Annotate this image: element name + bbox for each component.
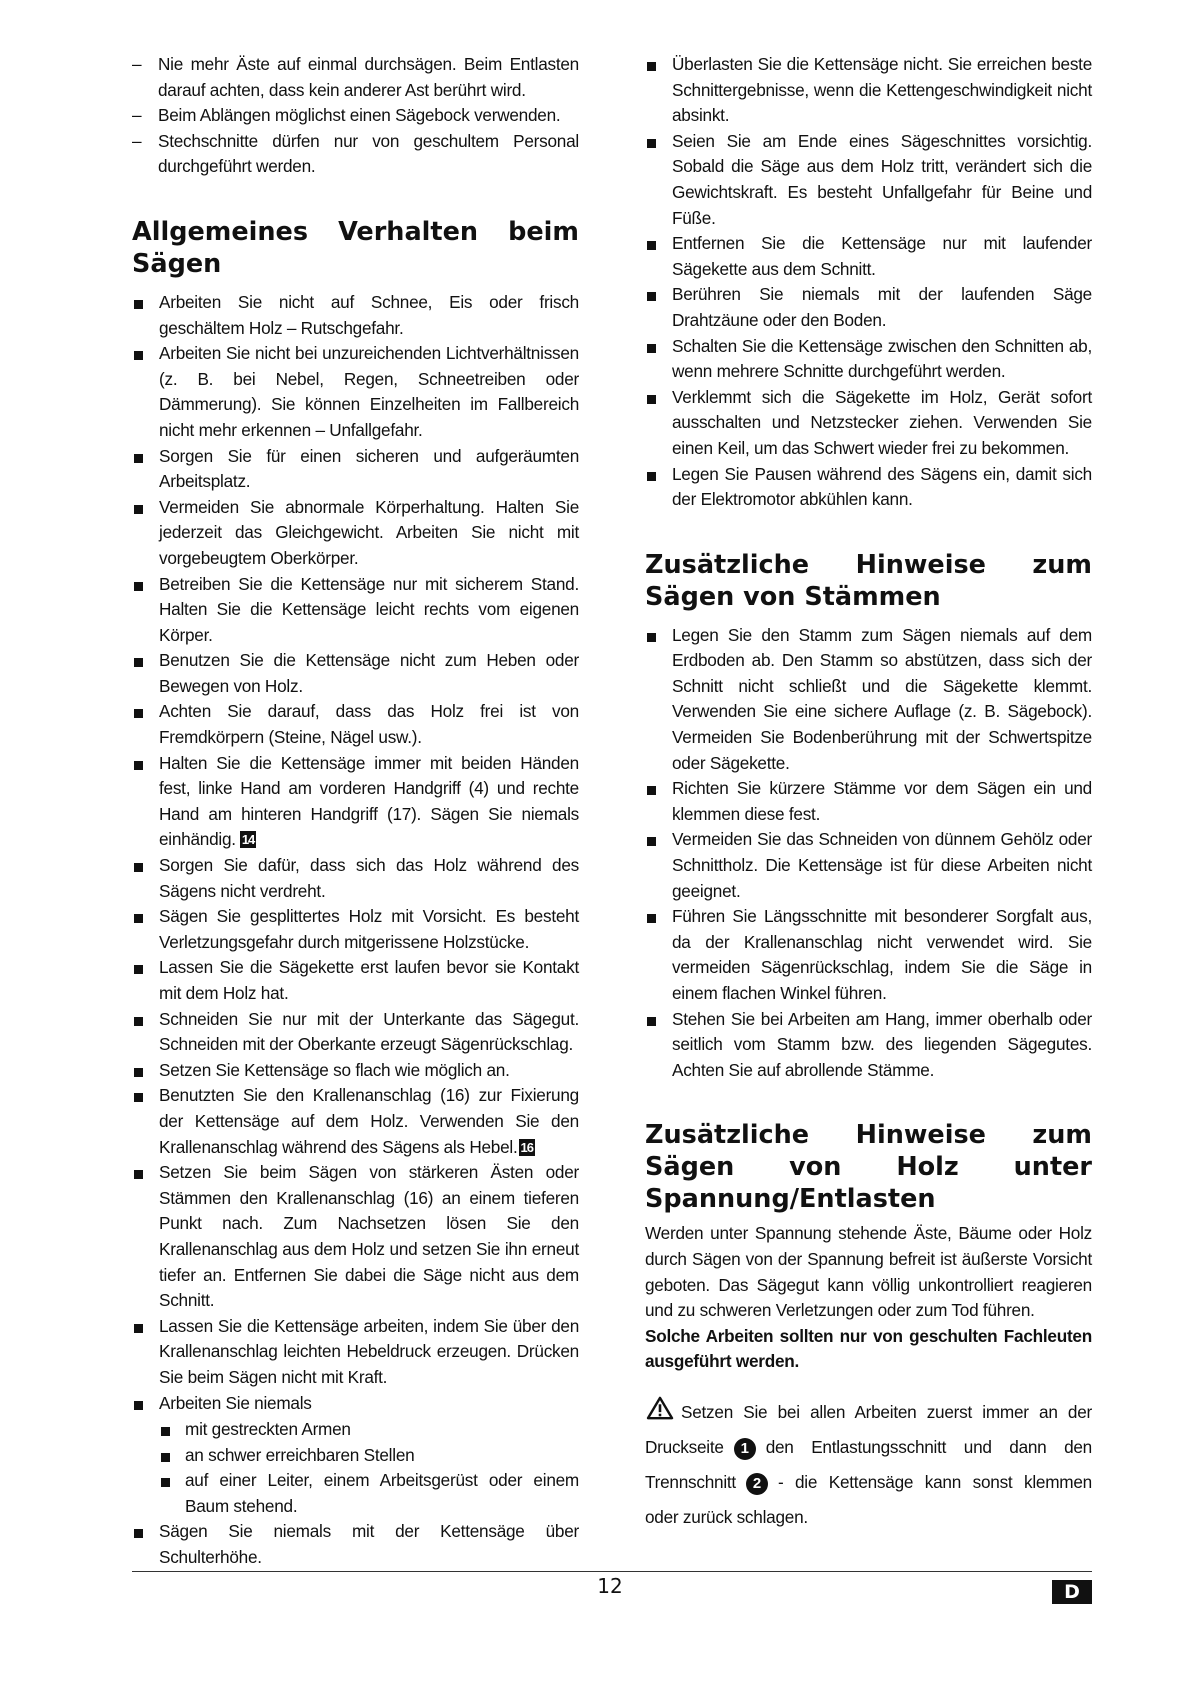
intro-dash-list — [132, 52, 579, 180]
list-item: Überlasten Sie die Kettensäge nicht. Sie erreichen beste Schnittergebnisse, wenn die Kettengeschwindigkeit nicht absinkt. — [645, 52, 1092, 129]
list-item: Richten Sie kürzere Stämme vor dem Sägen ein und klemmen diese fest. — [645, 776, 1092, 827]
figure-reference-badge: 16 — [520, 1139, 533, 1155]
list-item: – Stechschnitte dürfen nur von geschultem Personal durchgeführt werden. — [132, 129, 579, 180]
list-item: Vermeiden Sie das Schneiden von dünnem Gehölz oder Schnittholz. Die Kettensäge ist für diese Arbeiten nicht geeignet. — [645, 827, 1092, 904]
list-item: – Nie mehr Äste auf einmal durchsägen. Beim Entlasten darauf achten, dass kein anderer Ast berührt wird. — [132, 52, 579, 103]
paragraph: Werden unter Spannung stehende Äste, Bäume oder Holz durch Sägen von der Spannung befreit ist äußerste Vorsicht geboten. Das Sägegut kann völlig unkontrolliert reagieren und zu schweren Verletzungen oder zum Tod führen. — [645, 1223, 1092, 1321]
warning-triangle-icon — [645, 1396, 675, 1420]
list-item — [132, 1083, 579, 1160]
list-item: Stehen Sie bei Arbeiten am Hang, immer oberhalb oder seitlich vom Stamm bzw. des liegenden Sägegutes. Achten Sie auf abrollende Stämme. — [645, 1007, 1092, 1084]
step-number-1-badge: 1 — [734, 1438, 756, 1460]
right-column — [645, 52, 1092, 1535]
list-item: Lassen Sie die Sägekette erst laufen bevor sie Kontakt mit dem Holz hat. — [132, 955, 579, 1006]
list-item-text: Halten Sie die Kettensäge immer mit beiden Händen fest, linke Hand am vorderen Handgriff (4) und rechte Hand am hinteren Handgriff (17). Sägen Sie niemals einhändig. — [159, 752, 579, 850]
sub-list-item: auf einer Leiter, einem Arbeitsgerüst oder einem Baum stehend. — [159, 1468, 579, 1519]
list-item: Legen Sie Pausen während des Sägens ein, damit sich der Elektromotor abkühlen kann. — [645, 462, 1092, 513]
bold-paragraph: Solche Arbeiten sollten nur von geschulten Fachleuten ausgeführt werden. — [645, 1325, 1092, 1372]
warning-text-1: Setzen Sie bei allen Arbeiten zuerst immer an der Druckseite — [645, 1401, 1092, 1457]
list-item: – Beim Ablängen möglichst einen Sägebock verwenden. — [132, 103, 579, 129]
list-item: Sorgen Sie dafür, dass sich das Holz während des Sägens nicht verdreht. — [132, 853, 579, 904]
list-item-text: Benutzten Sie den Krallenanschlag (16) zur Fixierung der Kettensäge auf dem Holz. Verwenden Sie den Krallenanschlag während des Sägens als Hebel. — [159, 1085, 579, 1157]
list-item — [132, 751, 579, 853]
list-item: Setzen Sie beim Sägen von stärkeren Ästen oder Stämmen den Krallenanschlag (16) an einem tieferen Punkt nach. Zum Nachsetzen lösen Sie den Krallenanschlag aus dem Holz und setzen Sie ihn erneut tiefer an. Entfernen Sie dabei die Säge nicht aus dem Schnitt. — [132, 1160, 579, 1314]
footer-divider — [132, 1571, 1092, 1572]
sub-dash-list — [159, 1417, 579, 1519]
sub-list-item: an schwer erreichbaren Stellen — [159, 1443, 579, 1469]
warning-note — [645, 1395, 1092, 1535]
list-item: Sägen Sie niemals mit der Kettensäge über Schulterhöhe. — [132, 1519, 579, 1570]
list-item: Benutzen Sie die Kettensäge nicht zum Heben oder Bewegen von Holz. — [132, 648, 579, 699]
bullet-list — [132, 290, 579, 1571]
list-item: Betreiben Sie die Kettensäge nur mit sicherem Stand. Halten Sie die Kettensäge leicht rechts vom eigenen Körper. — [132, 572, 579, 649]
list-item: Sägen Sie gesplittertes Holz mit Vorsicht. Es besteht Verletzungsgefahr durch mitgerissene Holzstücke. — [132, 904, 579, 955]
language-badge: D — [1052, 1580, 1092, 1604]
list-item: Setzen Sie Kettensäge so flach wie möglich an. — [132, 1058, 579, 1084]
list-item: Schalten Sie die Kettensäge zwischen den Schnitten ab, wenn mehrere Schnitte durchgeführt werden. — [645, 334, 1092, 385]
list-item: Achten Sie darauf, dass das Holz frei ist von Fremdkörpern (Steine, Nägel usw.). — [132, 699, 579, 750]
section-heading-staemme: Zusätzliche Hinweise zum Sägen von Stämmen — [645, 549, 1092, 612]
list-item: Arbeiten Sie nicht bei unzureichenden Lichtverhältnissen (z. B. bei Nebel, Regen, Schneetreiben oder Dämmerung). Sie können Einzelheiten im Fallbereich nicht mehr erkennen – Unfallgefahr. — [132, 341, 579, 443]
warning-text-3: - die Kettensäge kann sonst klemmen oder zurück schlagen. — [645, 1471, 1092, 1527]
section-heading-allgemeines: Allgemeines Verhalten beim Sägen — [132, 216, 579, 279]
list-item-text: Arbeiten Sie niemals — [159, 1392, 312, 1413]
figure-reference-badge: 14 — [241, 832, 255, 848]
list-item: Verklemmt sich die Sägekette im Holz, Gerät sofort ausschalten und Netzstecker ziehen. Verwenden Sie einen Keil, um das Schwert wieder frei zu bekommen. — [645, 385, 1092, 462]
bullet-list — [645, 52, 1092, 513]
list-item: Schneiden Sie nur mit der Unterkante das Sägegut. Schneiden mit der Oberkante erzeugt Sägenrückschlag. — [132, 1007, 579, 1058]
sub-list-item: mit gestreckten Armen — [159, 1417, 579, 1443]
list-item: Sorgen Sie für einen sicheren und aufgeräumten Arbeitsplatz. — [132, 444, 579, 495]
list-item: Führen Sie Längsschnitte mit besonderer Sorgfalt aus, da der Krallenanschlag nicht verwendet wird. Sie vermeiden Sägenrückschlag, indem Sie die Säge in einem flachen Winkel führen. — [645, 904, 1092, 1006]
list-item: Arbeiten Sie nicht auf Schnee, Eis oder frisch geschältem Holz – Rutschgefahr. — [132, 290, 579, 341]
list-item — [132, 1391, 579, 1520]
list-item: Legen Sie den Stamm zum Sägen niemals auf dem Erdboden ab. Den Stamm so abstützen, dass sich der Schnitt nicht schließt und die Sägekette klemmt. Verwenden Sie eine sichere Auflage (z. B. Sägebock). Vermeiden Sie Bodenberührung mit der Schwertspitze oder Sägekette. — [645, 623, 1092, 777]
list-item: Berühren Sie niemals mit der laufenden Säge Drahtzäune oder den Boden. — [645, 282, 1092, 333]
page-number: 12 — [597, 1574, 623, 1598]
left-column — [132, 52, 579, 1571]
list-item: Seien Sie am Ende eines Sägeschnittes vorsichtig. Sobald die Säge aus dem Holz tritt, verändert sich die Gewichtskraft. Es besteht Unfallgefahr für Beine und Füße. — [645, 129, 1092, 231]
list-item: Lassen Sie die Kettensäge arbeiten, indem Sie über den Krallenanschlag leichten Hebeldruck erzeugen. Drücken Sie beim Sägen nicht mit Kraft. — [132, 1314, 579, 1391]
step-number-2-badge: 2 — [746, 1473, 768, 1495]
bullet-list — [645, 623, 1092, 1084]
section-heading-spannung: Zusätzliche Hinweise zum Sägen von Holz unter Spannung/Entlasten — [645, 1120, 1092, 1215]
list-item: Entfernen Sie die Kettensäge nur mit laufender Sägekette aus dem Schnitt. — [645, 231, 1092, 282]
warning-text-2: den Entlastungsschnitt und dann den Trennschnitt — [645, 1436, 1092, 1492]
list-item: Vermeiden Sie abnormale Körperhaltung. Halten Sie jederzeit das Gleichgewicht. Arbeiten Sie nicht mit vorgebeugtem Oberkörper. — [132, 495, 579, 572]
